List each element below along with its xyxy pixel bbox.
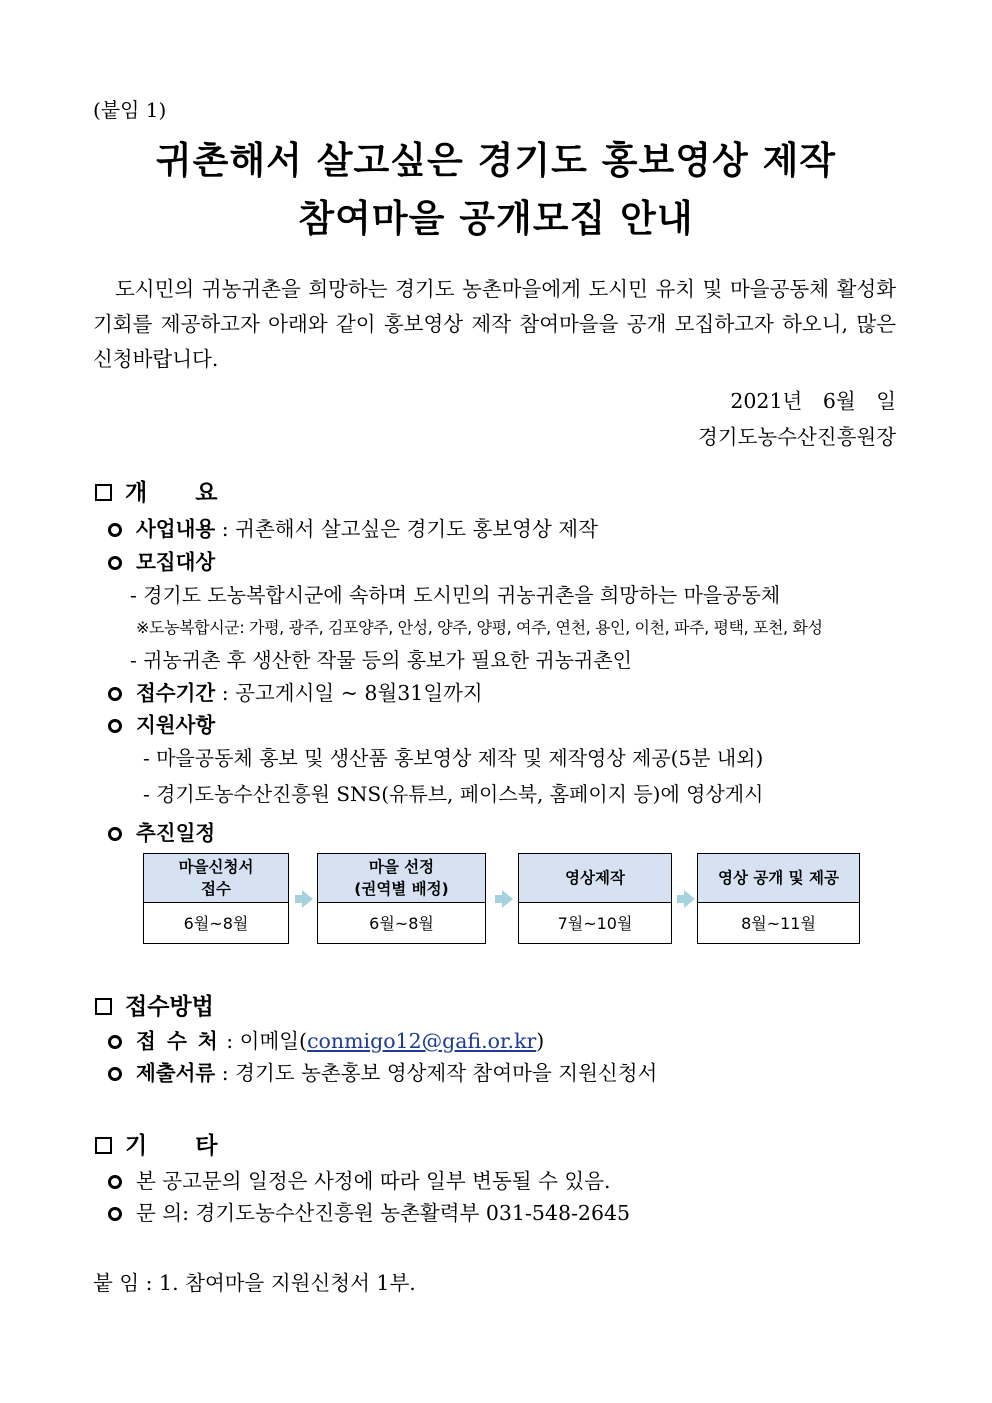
circle-bullet-icon	[108, 556, 122, 570]
attachment-label: (붙임 1)	[93, 98, 167, 122]
circle-bullet-icon	[108, 687, 122, 701]
support-label: 지원사항	[136, 713, 216, 737]
arrow-right-icon	[502, 890, 513, 908]
receipt-docs-value: : 경기도 농촌홍보 영상제작 참여마을 지원신청서	[221, 1061, 658, 1085]
overview-heading: 개 요	[125, 480, 218, 506]
business-label: 사업내용	[136, 517, 216, 541]
receipt-place-row	[108, 1024, 544, 1054]
square-bullet-icon	[95, 998, 112, 1015]
section-etc	[95, 1127, 217, 1160]
schedule-step-title: 마을신청서 접수	[144, 854, 288, 903]
schedule-step-title: 영상 공개 및 제공	[698, 854, 859, 903]
etc-heading: 기 타	[125, 1133, 218, 1159]
business-content-row	[108, 512, 598, 542]
target-row	[108, 545, 215, 575]
circle-bullet-icon	[108, 1035, 122, 1049]
section-receipt	[95, 988, 214, 1021]
circle-bullet-icon	[108, 1175, 122, 1189]
title-line-2: 참여마을 공개모집 안내	[298, 197, 694, 240]
schedule-step-period: 6월~8월	[183, 914, 249, 933]
target-label: 모집대상	[136, 550, 216, 574]
section-overview	[95, 474, 217, 507]
support-item-1: - 마을공동체 홍보 및 생산품 홍보영상 제작 및 제작영상 제공(5분 내외)	[143, 746, 764, 770]
circle-bullet-icon	[108, 523, 122, 537]
arrow-right-icon	[302, 890, 313, 908]
announcement-date: 2021년 6월 일	[730, 389, 896, 413]
schedule-step-period: 8월~11월	[741, 914, 816, 933]
schedule-step-1	[143, 853, 289, 944]
receipt-docs-label: 제출서류	[136, 1061, 216, 1085]
support-item-2: - 경기도농수산진흥원 SNS(유튜브, 페이스북, 홈페이지 등)에 영상게시	[143, 782, 764, 806]
period-value: : 공고게시일 ~ 8월31일까지	[221, 681, 483, 705]
circle-bullet-icon	[108, 827, 122, 841]
intro-paragraph: 도시민의 귀농귀촌을 희망하는 경기도 농촌마을에게 도시민 유치 및 마을공동체 활성화 기회를 제공하고자 아래와 같이 홍보영상 제작 참여마을을 공개 모집하고자 하오니, 많은 신청바랍니다.	[93, 277, 896, 371]
target-item-2: - 귀농귀촌 후 생산한 작물 등의 홍보가 필요한 귀농귀촌인	[130, 648, 632, 672]
receipt-docs-row	[108, 1056, 657, 1086]
receipt-place-prefix: : 이메일(	[226, 1029, 308, 1053]
schedule-step-title: 마을 선정 (권역별 배정)	[318, 854, 485, 903]
support-row	[108, 708, 215, 738]
etc-item-1-row	[108, 1164, 611, 1194]
etc-item-2: 문 의: 경기도농수산진흥원 농촌활력부 031-548-2645	[136, 1201, 631, 1225]
period-row	[108, 676, 483, 706]
organization-name: 경기도농수산진흥원장	[697, 425, 896, 449]
period-label: 접수기간	[136, 681, 216, 705]
schedule-step-4	[697, 853, 860, 944]
circle-bullet-icon	[108, 1067, 122, 1081]
schedule-step-2	[317, 853, 486, 944]
circle-bullet-icon	[108, 1207, 122, 1221]
etc-item-1: 본 공고문의 일정은 사정에 따라 일부 변동될 수 있음.	[136, 1169, 611, 1193]
schedule-label: 추진일정	[136, 821, 216, 845]
etc-item-2-row	[108, 1196, 630, 1226]
receipt-place-label: 접 수 처	[136, 1029, 220, 1053]
schedule-row	[108, 816, 215, 846]
square-bullet-icon	[95, 484, 112, 501]
receipt-email-link[interactable]: conmigo12@gafi.or.kr	[307, 1029, 537, 1053]
attachment-footer: 붙 임 : 1. 참여마을 지원신청서 1부.	[93, 1271, 416, 1295]
target-item-1: - 경기도 도농복합시군에 속하며 도시민의 귀농귀촌을 희망하는 마을공동체	[130, 583, 781, 607]
schedule-step-period: 6월~8월	[369, 914, 434, 933]
square-bullet-icon	[95, 1137, 112, 1154]
schedule-step-3	[518, 853, 672, 944]
receipt-place-suffix: )	[536, 1029, 545, 1053]
title-line-1: 귀촌해서 살고싶은 경기도 홍보영상 제작	[155, 139, 837, 182]
schedule-step-title: 영상제작	[519, 854, 671, 903]
arrow-right-icon	[684, 890, 695, 908]
circle-bullet-icon	[108, 719, 122, 733]
schedule-step-period: 7월~10월	[557, 914, 633, 933]
business-value: : 귀촌해서 살고싶은 경기도 홍보영상 제작	[221, 517, 598, 541]
target-note: ※도농복합시군: 가평, 광주, 김포양주, 안성, 양주, 양평, 여주, 연천, 용인, 이천, 파주, 평택, 포천, 화성	[136, 618, 823, 637]
receipt-heading: 접수방법	[125, 994, 214, 1020]
